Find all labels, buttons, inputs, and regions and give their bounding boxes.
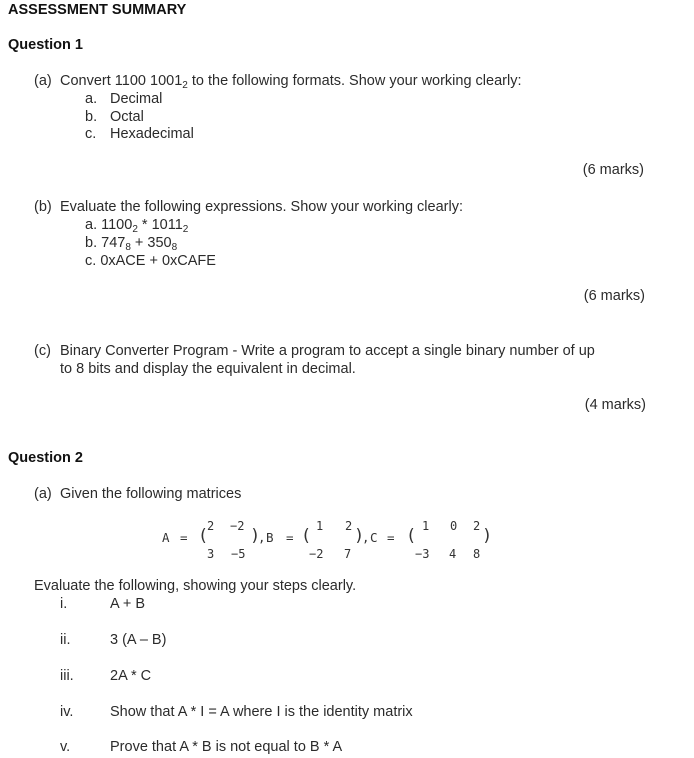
matrix-a-cell: −2 [230,519,245,533]
q1c-marks: (4 marks) [584,397,646,413]
q1a-item-text: Decimal [110,91,163,107]
matrix-a-cell: −5 [231,547,246,561]
q1c-label: (c) [34,343,51,359]
matrix-c-open-paren: ( [406,526,417,546]
task-label: iii. [60,668,74,684]
matrix-separator: , [258,530,266,545]
matrix-c-cell: −3 [415,547,430,561]
task-text: Prove that A * B is not equal to B * A [110,739,343,755]
matrix-separator: , [362,530,370,545]
question-2-heading: Question 2 [8,450,83,466]
q1a-item-label: a. [85,91,98,107]
matrix-b-cell: 1 [316,519,324,533]
matrix-c-cell: 8 [473,547,481,561]
q1a-label: (a) [34,73,52,89]
task-label: i. [60,596,68,612]
q2a-label: (a) [34,486,52,502]
matrix-c-equals: = [387,530,395,545]
task-text: Show that A * I = A where I is the identity matrix [110,704,413,720]
matrix-c-cell: 2 [473,519,481,533]
task-text: 2A * C [110,668,152,684]
q1a-prompt: Convert 1100 $1001_2$ to the following formats. Show your working clearly: [60,73,522,91]
matrix-c-close-paren: ) [482,526,493,546]
matrix-b-equals: = [286,530,294,545]
matrix-c-name: C [370,530,378,545]
task-label: iv. [60,704,74,720]
q1a-item-label: c. [85,126,97,142]
q1a-item-text: Hexadecimal [110,126,194,142]
matrix-c-cell: 4 [449,547,457,561]
matrix-b-name: B [266,530,274,545]
matrix-c-cell: 0 [450,519,458,533]
q1b-label: (b) [34,199,52,215]
q1b-expression-b: b. $747_8 + 350_8$ [85,235,178,253]
q1b-expression-c: c. 0xACE + 0xCAFE [85,253,216,269]
q2a-prompt: Given the following matrices [60,486,242,502]
q1c-line-1: Binary Converter Program - Write a program to accept a single binary number of up [60,343,595,359]
q1a-item-text: Octal [110,109,144,125]
matrix-b-cell: −2 [309,547,324,561]
task-text: 3 (A – B) [110,632,167,648]
matrix-a-open-paren: ( [198,526,209,546]
q2a-instruction: Evaluate the following, showing your steps clearly. [34,578,357,594]
task-label: ii. [60,632,71,648]
matrix-b-open-paren: ( [301,526,312,546]
q1b-marks: (6 marks) [583,288,645,304]
question-1-heading: Question 1 [8,37,83,53]
matrix-b-close-paren: ) [354,526,365,546]
task-label: v. [60,739,71,755]
q1c-line-2: to 8 bits and display the equivalent in decimal. [60,361,356,377]
task-text: A + B [110,596,146,612]
matrix-b-cell: 2 [345,519,353,533]
q1a-marks: (6 marks) [582,162,644,178]
matrix-a-equals: = [180,530,188,545]
matrix-c-cell: 1 [422,519,430,533]
page-title: ASSESSMENT SUMMARY [8,2,187,18]
matrix-a-name: A [162,530,170,545]
matrix-a-cell: 2 [207,519,215,533]
q1b-prompt: Evaluate the following expressions. Show your working clearly: [60,199,463,215]
matrix-a-close-paren: ) [250,526,261,546]
matrix-a-cell: 3 [207,547,215,561]
q1a-item-label: b. [85,109,98,125]
matrix-b-cell: 7 [344,547,352,561]
q1b-expression-a: a. $1100_2 * 1011_2$ [85,217,189,235]
